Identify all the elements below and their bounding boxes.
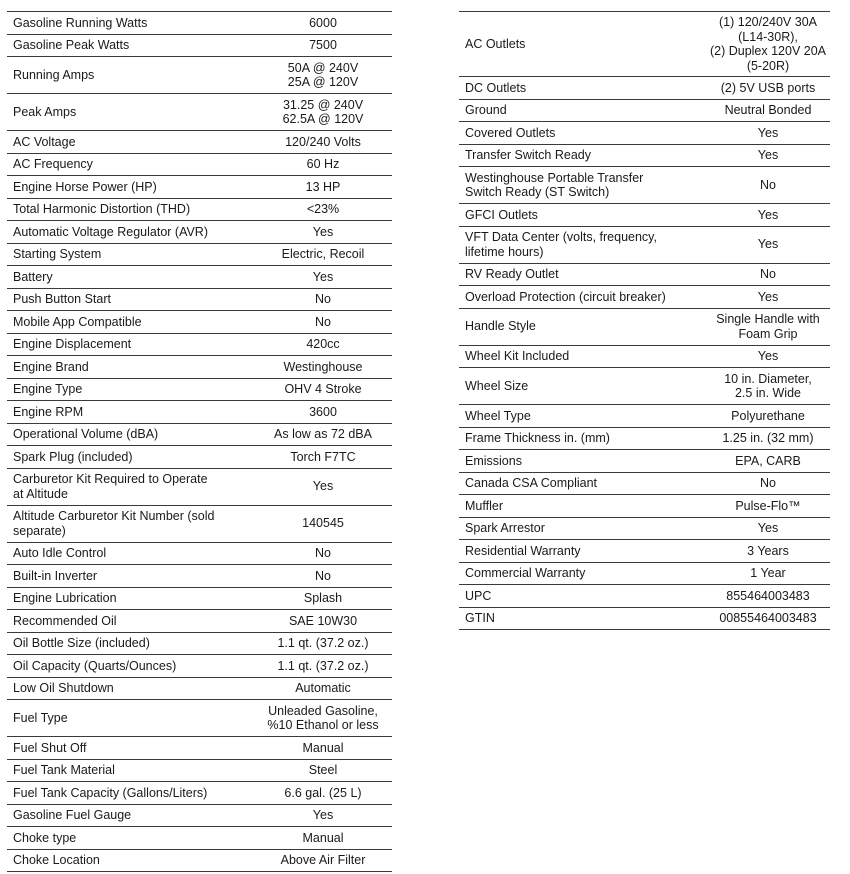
spec-value: 140545 [254, 505, 392, 542]
spec-label: UPC [459, 585, 706, 608]
spec-row [7, 610, 392, 633]
spec-label: Engine Brand [7, 356, 254, 379]
spec-value: 60 Hz [254, 153, 392, 176]
spec-row [459, 167, 830, 204]
spec-label: Ground [459, 99, 706, 122]
spec-row [7, 849, 392, 872]
spec-label: Emissions [459, 450, 706, 473]
spec-row [7, 333, 392, 356]
spec-label: AC Voltage [7, 131, 254, 154]
spec-label: AC Outlets [459, 12, 706, 77]
spec-label: Starting System [7, 243, 254, 266]
spec-label: Push Button Start [7, 288, 254, 311]
spec-label: Fuel Tank Material [7, 759, 254, 782]
right-spec-table [459, 11, 830, 630]
spec-row [459, 472, 830, 495]
spec-label: Oil Capacity (Quarts/Ounces) [7, 655, 254, 678]
spec-value: Westinghouse [254, 356, 392, 379]
spec-value: Torch F7TC [254, 446, 392, 469]
spec-label: Gasoline Peak Watts [7, 34, 254, 57]
spec-label: DC Outlets [459, 77, 706, 100]
spec-value: 00855464003483 [706, 607, 830, 630]
spec-row [459, 12, 830, 77]
spec-label: Running Amps [7, 57, 254, 94]
spec-value: Unleaded Gasoline, %10 Ethanol or less [254, 700, 392, 737]
spec-value: No [254, 311, 392, 334]
spec-row [7, 221, 392, 244]
spec-row [7, 782, 392, 805]
spec-value: 6.6 gal. (25 L) [254, 782, 392, 805]
spec-label: Low Oil Shutdown [7, 677, 254, 700]
spec-row [459, 450, 830, 473]
spec-row [459, 77, 830, 100]
spec-row [7, 153, 392, 176]
spec-value: 10 in. Diameter, 2.5 in. Wide [706, 368, 830, 405]
spec-label: GTIN [459, 607, 706, 630]
spec-value: 6000 [254, 12, 392, 35]
spec-label: AC Frequency [7, 153, 254, 176]
spec-row [7, 700, 392, 737]
spec-value: No [254, 288, 392, 311]
spec-label: Choke Location [7, 849, 254, 872]
spec-row [7, 356, 392, 379]
spec-row [7, 401, 392, 424]
spec-label: Choke type [7, 827, 254, 850]
spec-value: 120/240 Volts [254, 131, 392, 154]
spec-value: 855464003483 [706, 585, 830, 608]
spec-value: OHV 4 Stroke [254, 378, 392, 401]
spec-label: Spark Arrestor [459, 517, 706, 540]
spec-label: Engine RPM [7, 401, 254, 424]
spec-value: (1) 120/240V 30A (L14-30R), (2) Duplex 120V 20A (5-20R) [706, 12, 830, 77]
spec-value: Electric, Recoil [254, 243, 392, 266]
spec-label: Fuel Shut Off [7, 737, 254, 760]
spec-row [7, 759, 392, 782]
spec-value: Yes [706, 204, 830, 227]
spec-value: 50A @ 240V 25A @ 120V [254, 57, 392, 94]
spec-label: Overload Protection (circuit breaker) [459, 286, 706, 309]
spec-row [7, 12, 392, 35]
spec-value: <23% [254, 198, 392, 221]
spec-row [459, 540, 830, 563]
spec-row [459, 204, 830, 227]
spec-row [7, 587, 392, 610]
spec-value: 420cc [254, 333, 392, 356]
spec-value: Yes [254, 266, 392, 289]
spec-value: Yes [706, 226, 830, 263]
spec-label: Operational Volume (dBA) [7, 423, 254, 446]
spec-row [7, 243, 392, 266]
spec-value: Polyurethane [706, 405, 830, 428]
spec-row [7, 423, 392, 446]
spec-value: Yes [706, 144, 830, 167]
spec-value: Yes [706, 345, 830, 368]
spec-label: Carburetor Kit Required to Operate at Altitude [7, 468, 254, 505]
spec-label: Engine Type [7, 378, 254, 401]
spec-value: Pulse-Flo™ [706, 495, 830, 518]
spec-label: Battery [7, 266, 254, 289]
spec-label: Wheel Kit Included [459, 345, 706, 368]
left-spec-table [7, 11, 392, 872]
spec-label: Gasoline Running Watts [7, 12, 254, 35]
spec-row [459, 286, 830, 309]
spec-label: Oil Bottle Size (included) [7, 632, 254, 655]
spec-value: Yes [706, 286, 830, 309]
spec-label: Altitude Carburetor Kit Number (sold separate) [7, 505, 254, 542]
spec-label: Gasoline Fuel Gauge [7, 804, 254, 827]
spec-value: Splash [254, 587, 392, 610]
spec-label: Transfer Switch Ready [459, 144, 706, 167]
spec-value: No [706, 167, 830, 204]
spec-value: Yes [254, 468, 392, 505]
spec-label: Canada CSA Compliant [459, 472, 706, 495]
spec-value: SAE 10W30 [254, 610, 392, 633]
spec-row [459, 607, 830, 630]
spec-value: 1 Year [706, 562, 830, 585]
spec-label: Westinghouse Portable Transfer Switch Ready (ST Switch) [459, 167, 706, 204]
spec-value: 3 Years [706, 540, 830, 563]
spec-label: Residential Warranty [459, 540, 706, 563]
spec-value: Single Handle with Foam Grip [706, 308, 830, 345]
spec-label: RV Ready Outlet [459, 263, 706, 286]
spec-label: Mobile App Compatible [7, 311, 254, 334]
spec-row [459, 562, 830, 585]
spec-label: GFCI Outlets [459, 204, 706, 227]
spec-row [459, 99, 830, 122]
spec-row [7, 542, 392, 565]
spec-value: 31.25 @ 240V 62.5A @ 120V [254, 94, 392, 131]
spec-label: Auto Idle Control [7, 542, 254, 565]
spec-row [459, 345, 830, 368]
spec-row [7, 737, 392, 760]
spec-row [7, 94, 392, 131]
spec-row [7, 34, 392, 57]
spec-label: Automatic Voltage Regulator (AVR) [7, 221, 254, 244]
spec-label: Built-in Inverter [7, 565, 254, 588]
spec-value: As low as 72 dBA [254, 423, 392, 446]
spec-row [459, 226, 830, 263]
spec-value: Manual [254, 737, 392, 760]
spec-row [7, 565, 392, 588]
spec-label: Fuel Tank Capacity (Gallons/Liters) [7, 782, 254, 805]
spec-label: Spark Plug (included) [7, 446, 254, 469]
spec-value: 13 HP [254, 176, 392, 199]
spec-row [7, 505, 392, 542]
spec-row [7, 468, 392, 505]
spec-row [459, 122, 830, 145]
spec-row [459, 517, 830, 540]
spec-row [7, 632, 392, 655]
spec-row [7, 57, 392, 94]
spec-label: Wheel Size [459, 368, 706, 405]
spec-value: Yes [706, 517, 830, 540]
spec-value: No [254, 542, 392, 565]
spec-value: No [254, 565, 392, 588]
spec-row [7, 655, 392, 678]
spec-row [459, 405, 830, 428]
spec-row [7, 198, 392, 221]
spec-value: No [706, 472, 830, 495]
spec-label: Wheel Type [459, 405, 706, 428]
spec-label: Covered Outlets [459, 122, 706, 145]
spec-row [459, 427, 830, 450]
spec-value: No [706, 263, 830, 286]
spec-label: Commercial Warranty [459, 562, 706, 585]
spec-row [7, 378, 392, 401]
spec-value: 1.25 in. (32 mm) [706, 427, 830, 450]
spec-row [459, 368, 830, 405]
spec-label: Peak Amps [7, 94, 254, 131]
spec-value: 7500 [254, 34, 392, 57]
spec-row [459, 495, 830, 518]
spec-row [459, 308, 830, 345]
spec-row [7, 804, 392, 827]
spec-row [459, 263, 830, 286]
spec-row [7, 176, 392, 199]
spec-label: Frame Thickness in. (mm) [459, 427, 706, 450]
spec-value: (2) 5V USB ports [706, 77, 830, 100]
spec-value: Yes [706, 122, 830, 145]
spec-row [7, 131, 392, 154]
spec-value: Neutral Bonded [706, 99, 830, 122]
spec-value: Above Air Filter [254, 849, 392, 872]
spec-label: Muffler [459, 495, 706, 518]
spec-label: Total Harmonic Distortion (THD) [7, 198, 254, 221]
spec-value: Yes [254, 221, 392, 244]
spec-label: Engine Lubrication [7, 587, 254, 610]
spec-row [7, 288, 392, 311]
spec-label: VFT Data Center (volts, frequency, lifetime hours) [459, 226, 706, 263]
spec-row [459, 585, 830, 608]
spec-row [7, 677, 392, 700]
spec-value: 3600 [254, 401, 392, 424]
spec-value: Automatic [254, 677, 392, 700]
spec-label: Engine Horse Power (HP) [7, 176, 254, 199]
spec-row [7, 311, 392, 334]
spec-row [459, 144, 830, 167]
spec-value: Steel [254, 759, 392, 782]
spec-row [7, 827, 392, 850]
spec-label: Engine Displacement [7, 333, 254, 356]
spec-row [7, 266, 392, 289]
spec-label: Fuel Type [7, 700, 254, 737]
spec-label: Handle Style [459, 308, 706, 345]
spec-value: 1.1 qt. (37.2 oz.) [254, 655, 392, 678]
spec-value: Yes [254, 804, 392, 827]
spec-row [7, 446, 392, 469]
spec-value: EPA, CARB [706, 450, 830, 473]
spec-value: Manual [254, 827, 392, 850]
spec-value: 1.1 qt. (37.2 oz.) [254, 632, 392, 655]
spec-label: Recommended Oil [7, 610, 254, 633]
